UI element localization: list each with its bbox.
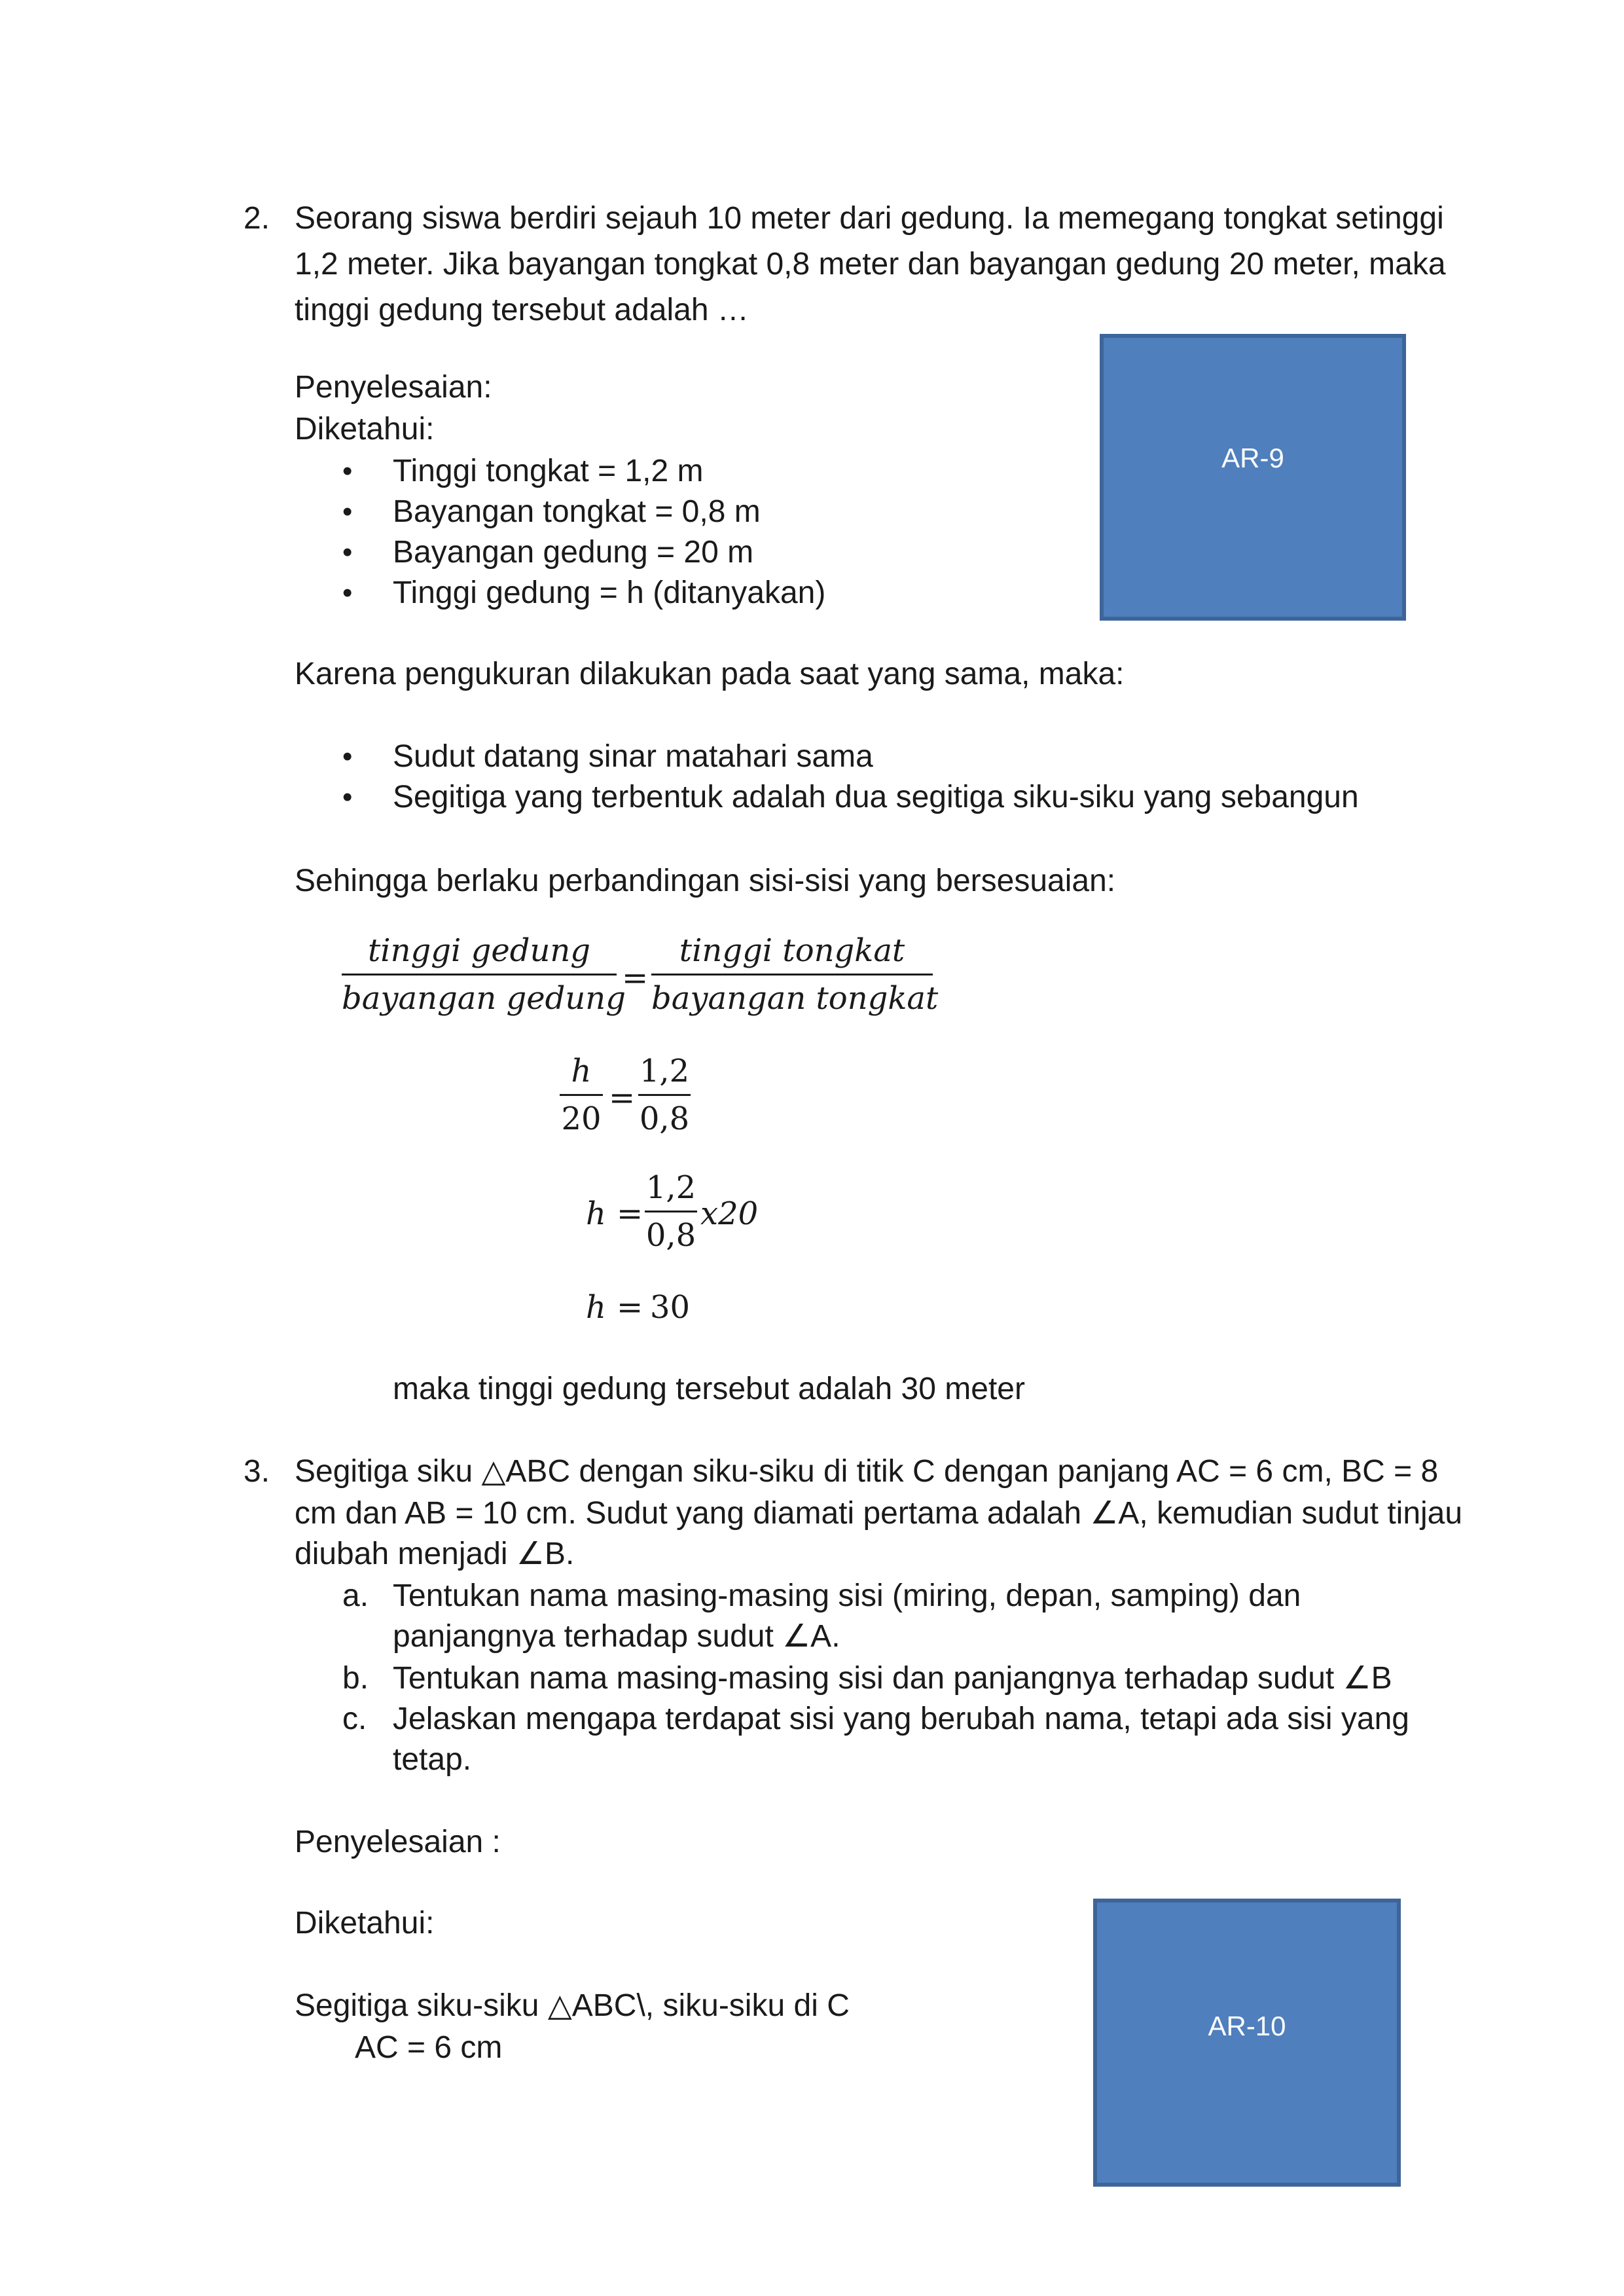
step2-tail: x20	[700, 1195, 759, 1232]
question-2-line-1: Seorang siswa berdiri sejauh 10 meter dari gedung. Ia memegang tongkat setinggi	[295, 201, 1444, 236]
task-c-line-2: tetap.	[393, 1742, 472, 1777]
step1-equals: =	[609, 1080, 636, 1116]
bullet-icon: •	[342, 536, 353, 568]
formula-left-denominator: bayangan gedung	[342, 980, 626, 1017]
formula-right-fraction	[651, 930, 939, 1019]
step3-lhs: h	[586, 1289, 606, 1326]
conclusion-text: maka tinggi gedung tersebut adalah 30 meter	[393, 1372, 1025, 1406]
step3-equals: =	[617, 1289, 643, 1326]
ar-marker-box	[1100, 334, 1406, 621]
fraction-bar	[342, 974, 617, 975]
task-a-line-1: Tentukan nama masing-masing sisi (miring, depan, samping) dan	[393, 1578, 1301, 1613]
task-c-line-1: Jelaskan mengapa terdapat sisi yang berubah nama, tetapi ada sisi yang	[393, 1702, 1409, 1736]
question-3-line-1: Segitiga siku △ABC dengan siku-siku di titik C dengan panjang AC = 6 cm, BC = 8	[295, 1454, 1439, 1489]
ac-length-text: AC = 6 cm	[355, 2030, 503, 2065]
task-b-line-1: Tentukan nama masing-masing sisi dan panjangnya terhadap sudut ∠B	[393, 1661, 1392, 1696]
formula-equals: =	[622, 960, 649, 996]
step1-right-fraction	[638, 1050, 691, 1140]
formula-left-fraction	[342, 930, 626, 1019]
known-item-2: Bayangan tongkat = 0,8 m	[393, 494, 761, 529]
task-a-line-2: panjangnya terhadap sudut ∠A.	[393, 1619, 840, 1654]
step1-right-denominator: 0,8	[639, 1101, 690, 1137]
bullet-icon: •	[342, 781, 353, 813]
fraction-bar	[645, 1211, 697, 1212]
step1-right-numerator: 1,2	[639, 1053, 690, 1089]
question-2-line-3: tinggi gedung tersebut adalah …	[295, 293, 749, 327]
known-label-q2: Diketahui:	[295, 412, 435, 446]
fraction-bar	[560, 1094, 603, 1096]
question-2-line-2: 1,2 meter. Jika bayangan tongkat 0,8 meter dan bayangan gedung 20 meter, maka	[295, 247, 1446, 282]
ar-marker-label: AR-9	[1221, 443, 1284, 473]
step2-denominator: 0,8	[645, 1217, 696, 1254]
solution-label-q2: Penyelesaian:	[295, 370, 492, 405]
bullet-icon: •	[342, 577, 353, 609]
formula-left-numerator: tinggi gedung	[367, 932, 591, 969]
step2-numerator: 1,2	[645, 1169, 696, 1206]
solution-label-q3: Penyelesaian :	[295, 1825, 501, 1859]
known-item-3: Bayangan gedung = 20 m	[393, 535, 754, 570]
reason-item-2: Segitiga yang terbentuk adalah dua segitiga siku-siku yang sebangun	[393, 780, 1359, 814]
fraction-bar	[638, 1094, 691, 1096]
fraction-bar	[651, 974, 933, 975]
known-item-1: Tinggi tongkat = 1,2 m	[393, 454, 704, 488]
ar-marker-label: AR-10	[1208, 2011, 1286, 2041]
step3-rhs: 30	[650, 1289, 691, 1326]
formula-right-denominator: bayangan tongkat	[651, 980, 939, 1017]
task-a-marker: a.	[342, 1578, 369, 1613]
bullet-icon: •	[342, 740, 353, 773]
question-2-number: 2.	[244, 201, 270, 236]
question-3-line-2: cm dan AB = 10 cm. Sudut yang diamati pertama adalah ∠A, kemudian sudut tinjau	[295, 1496, 1463, 1531]
formula-right-numerator: tinggi tongkat	[679, 932, 905, 969]
known-item-4: Tinggi gedung = h (ditanyakan)	[393, 575, 826, 610]
bullet-icon: •	[342, 496, 353, 528]
step1-left-fraction	[560, 1050, 603, 1140]
bullet-icon: •	[342, 455, 353, 487]
triangle-text: Segitiga siku-siku △ABC\, siku-siku di C	[295, 1988, 850, 2023]
step1-left-numerator: h	[571, 1053, 592, 1089]
task-b-marker: b.	[342, 1661, 369, 1696]
because-text: Karena pengukuran dilakukan pada saat yang sama, maka:	[295, 657, 1125, 691]
step2-lhs: h	[586, 1195, 606, 1232]
question-3-number: 3.	[244, 1454, 270, 1489]
question-3-line-3: diubah menjadi ∠B.	[295, 1537, 575, 1571]
ratio-text: Sehingga berlaku perbandingan sisi-sisi yang bersesuaian:	[295, 864, 1116, 898]
step2-fraction	[645, 1167, 697, 1256]
step2-equals: =	[617, 1195, 643, 1232]
ar-marker-box	[1093, 1899, 1401, 2187]
known-label-q3: Diketahui:	[295, 1906, 435, 1941]
reason-item-1: Sudut datang sinar matahari sama	[393, 739, 873, 774]
step1-left-denominator: 20	[561, 1101, 602, 1137]
task-c-marker: c.	[342, 1702, 367, 1736]
